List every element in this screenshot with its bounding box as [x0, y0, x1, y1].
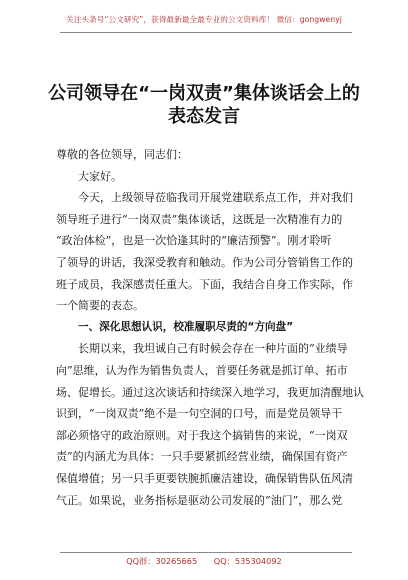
footer-divider	[60, 552, 352, 553]
body-line: 保值增值；另一只手更要铁腕抓廉洁建设，确保销售队伍风清	[56, 471, 353, 485]
title-line-1: 公司领导在“一岗双责”集体谈话会上的	[48, 83, 360, 104]
footer-qq-contact: QQ：535304092	[213, 556, 282, 566]
body-line: 了领导的讲话，我深受教育和触动。作为公司分管销售工作的	[56, 255, 353, 269]
body-line: 今天，上级领导莅临我司开展党建联系点工作，并对我们	[78, 191, 353, 205]
body-line: 识到，“一岗双责”绝不是一句空洞的口号，而是党员领导干	[56, 407, 343, 421]
body-line: 一个简要的表态。	[56, 299, 144, 313]
title-line-2: 表态发言	[168, 106, 240, 127]
page-header-banner: 关注头条号“公文研究”，获得最新最全最专业的公文资料库！ 微信：gongwenyj	[66, 15, 342, 24]
body-line: 长期以来，我坦诚自己有时候会存在一种片面的“业绩导	[78, 342, 348, 356]
footer-qq-group: QQ群：30265665	[126, 556, 198, 566]
body-line: 领导班子进行“一岗双责”集体谈话，这既是一次精准有力的	[56, 212, 343, 226]
document-title	[40, 82, 368, 128]
greeting: 大家好。	[78, 169, 122, 183]
body-line: 责”的内涵尤为具体：一只手要紧抓经营业绩，确保国有资产	[56, 450, 348, 464]
body-line: 气正。如果说，业务指标是驱动公司发展的“油门”，那么党	[56, 493, 343, 507]
section-heading-1: 一、深化思想认识，校准履职尽责的“方向盘”	[78, 320, 294, 333]
body-line: 场、促增长。通过这次谈话和持续深入地学习，我更加清醒地认	[56, 385, 364, 399]
salutation: 尊敬的各位领导，同志们：	[56, 148, 188, 161]
document-body	[56, 144, 364, 511]
body-line: 部必须恪守的政治原则。对于我这个搞销售的来说，“一岗双	[56, 428, 348, 442]
body-line: 向”思维，认为作为销售负责人，首要任务就是抓订单、拓市	[56, 363, 348, 377]
body-line: 班子成员，我深感责任重大。下面，我结合自身工作实际，作	[56, 277, 353, 291]
header-divider	[60, 32, 352, 33]
page-footer	[0, 556, 408, 567]
body-line: “政治体检”，也是一次恰逢其时的“廉洁预警”。刚才聆听	[56, 234, 332, 248]
